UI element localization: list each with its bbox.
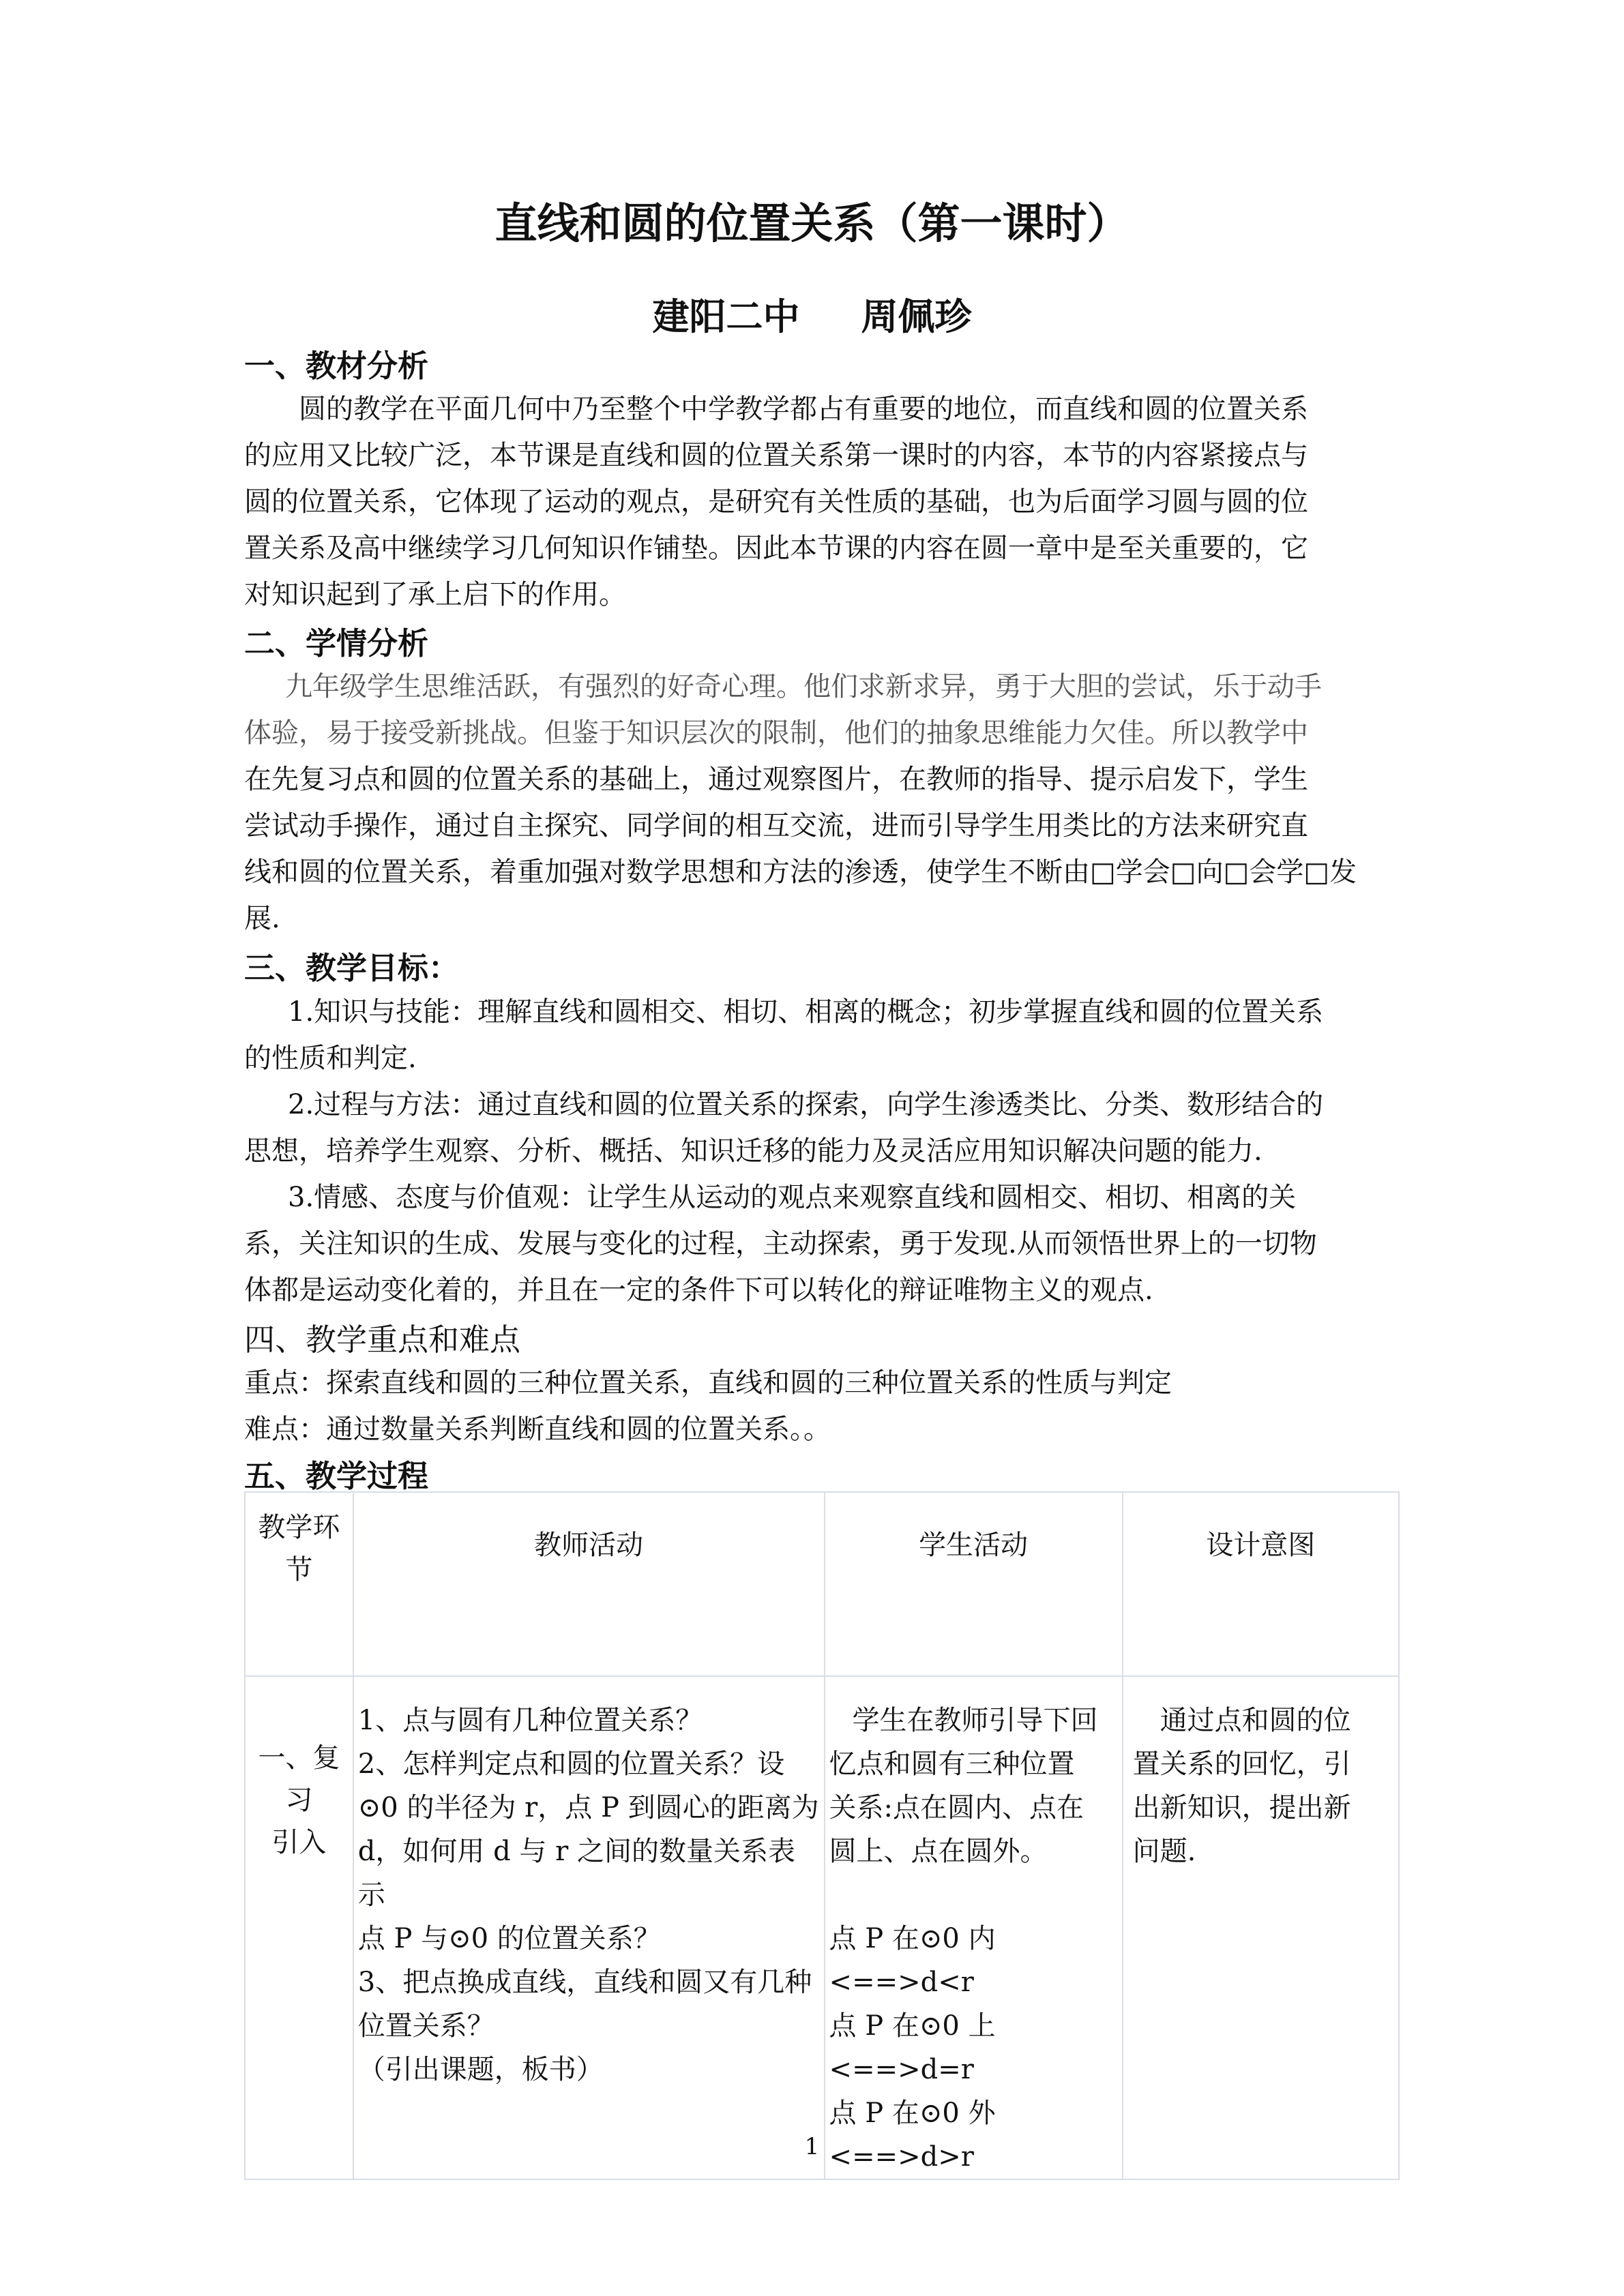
paragraph-line: 展. <box>244 903 280 934</box>
paragraph-line: 置关系及高中继续学习几何知识作铺垫。因此本节课的内容在圆一章中是至关重要的，它 <box>244 533 1308 564</box>
paragraph-line: 的性质和判定. <box>244 1043 417 1074</box>
header-cell-teacher: 教师活动 <box>353 1492 825 1676</box>
paragraph-line: 系，关注知识的生成、发展与变化的过程，主动探索，勇于发现.从而领悟世界上的一切物 <box>244 1228 1317 1259</box>
section-heading-learner-analysis: 二、学情分析 <box>244 625 429 661</box>
design-intent-cell: 通过点和圆的位 置关系的回忆，引 出新知识，提出新 问题. <box>1123 1676 1399 2179</box>
paragraph-line: 尝试动手操作，通过自主探究、同学间的相互交流，进而引导学生用类比的方法来研究直 <box>244 810 1308 841</box>
stage-cell: 一、复 习 引入 <box>245 1676 353 2179</box>
learner-analysis-paragraph <box>244 664 1390 942</box>
teaching-goals-paragraph <box>244 989 1379 1313</box>
key-point-text: 重点：探索直线和圆的三种位置关系，直线和圆的三种位置关系的性质与判定 <box>244 1367 1172 1399</box>
section-heading-key-difficult-points: 四、教学重点和难点 <box>244 1322 521 1358</box>
table-header-row <box>245 1492 1399 1676</box>
author-line <box>0 288 1624 340</box>
student-activity-cell: 学生在教师引导下回 忆点和圆有三种位置 关系:点在圆内、点在 圆上、点在圆外。 点 P 在⊙0 内 <==>d<r 点 P 在⊙0 上 <==>d=r 点 P 在⊙0 外<==>d>r <box>825 1676 1123 2179</box>
header-cell-stage: 教学环节 <box>245 1492 353 1676</box>
page-title: 直线和圆的位置关系（第一课时） <box>494 198 1130 248</box>
paragraph-line: 圆的位置关系，它体现了运动的观点，是研究有关性质的基础，也为后面学习圆与圆的位 <box>244 486 1308 518</box>
author-school: 建阳二中 <box>652 295 800 338</box>
paragraph-line: 的应用又比较广泛，本节课是直线和圆的位置关系第一课时的内容，本节的内容紧接点与 <box>244 440 1308 471</box>
paragraph-line: 对知识起到了承上启下的作用。 <box>244 579 626 610</box>
paragraph-line: 2.过程与方法：通过直线和圆的位置关系的探索，向学生渗透类比、分类、数形结合的 <box>288 1089 1324 1120</box>
paragraph-line: 线和圆的位置关系，着重加强对数学思想和方法的渗透，使学生不断由□学会□向□会学□发 <box>244 856 1357 888</box>
section-heading-teaching-goals: 三、教学目标： <box>244 950 460 986</box>
section-heading-teaching-process: 五、教学过程 <box>244 1458 429 1494</box>
paragraph-line: 圆的教学在平面几何中乃至整个中学教学都占有重要的地位，而直线和圆的位置关系 <box>299 393 1308 425</box>
textbook-analysis-paragraph <box>244 386 1379 618</box>
paragraph-line: 1.知识与技能：理解直线和圆相交、相切、相离的概念；初步掌握直线和圆的位置关系 <box>288 996 1324 1028</box>
teacher-activity-cell: 1、点与圆有几种位置关系？ 2、怎样判定点和圆的位置关系？设 ⊙0 的半径为 r，点 P 到圆心的距离为 d，如何用 d 与 r 之间的数量关系表示 点 P 与⊙0 的位置关系？ 3、把点换成直线，直线和圆又有几种 位置关系？ （引出课题，板书） <box>353 1676 825 2179</box>
paragraph-line: 九年级学生思维活跃，有强烈的好奇心理。他们求新求异，勇于大胆的尝试，乐于动手 <box>285 671 1322 702</box>
header-cell-student: 学生活动 <box>825 1492 1123 1676</box>
author-name: 周佩珍 <box>861 295 972 338</box>
paragraph-line: 3.情感、态度与价值观：让学生从运动的观点来观察直线和圆相交、相切、相离的关 <box>288 1182 1297 1213</box>
paragraph-line: 体验，易于接受新挑战。但鉴于知识层次的限制，他们的抽象思维能力欠佳。所以教学中 <box>244 717 1308 749</box>
page-number: 1 <box>804 2133 820 2160</box>
paragraph-line: 思想，培养学生观察、分析、概括、知识迁移的能力及灵活应用知识解决问题的能力. <box>244 1135 1263 1167</box>
teaching-process-table <box>244 1491 1400 2180</box>
table-row <box>245 1676 1399 2179</box>
paragraph-line: 体都是运动变化着的，并且在一定的条件下可以转化的辩证唯物主义的观点. <box>244 1274 1153 1306</box>
paragraph-line: 在先复习点和圆的位置关系的基础上，通过观察图片，在教师的指导、提示启发下，学生 <box>244 764 1308 795</box>
header-cell-design: 设计意图 <box>1123 1492 1399 1676</box>
difficult-point-text: 难点：通过数量关系判断直线和圆的位置关系。。 <box>244 1414 831 1445</box>
section-heading-textbook-analysis: 一、教材分析 <box>244 348 429 384</box>
